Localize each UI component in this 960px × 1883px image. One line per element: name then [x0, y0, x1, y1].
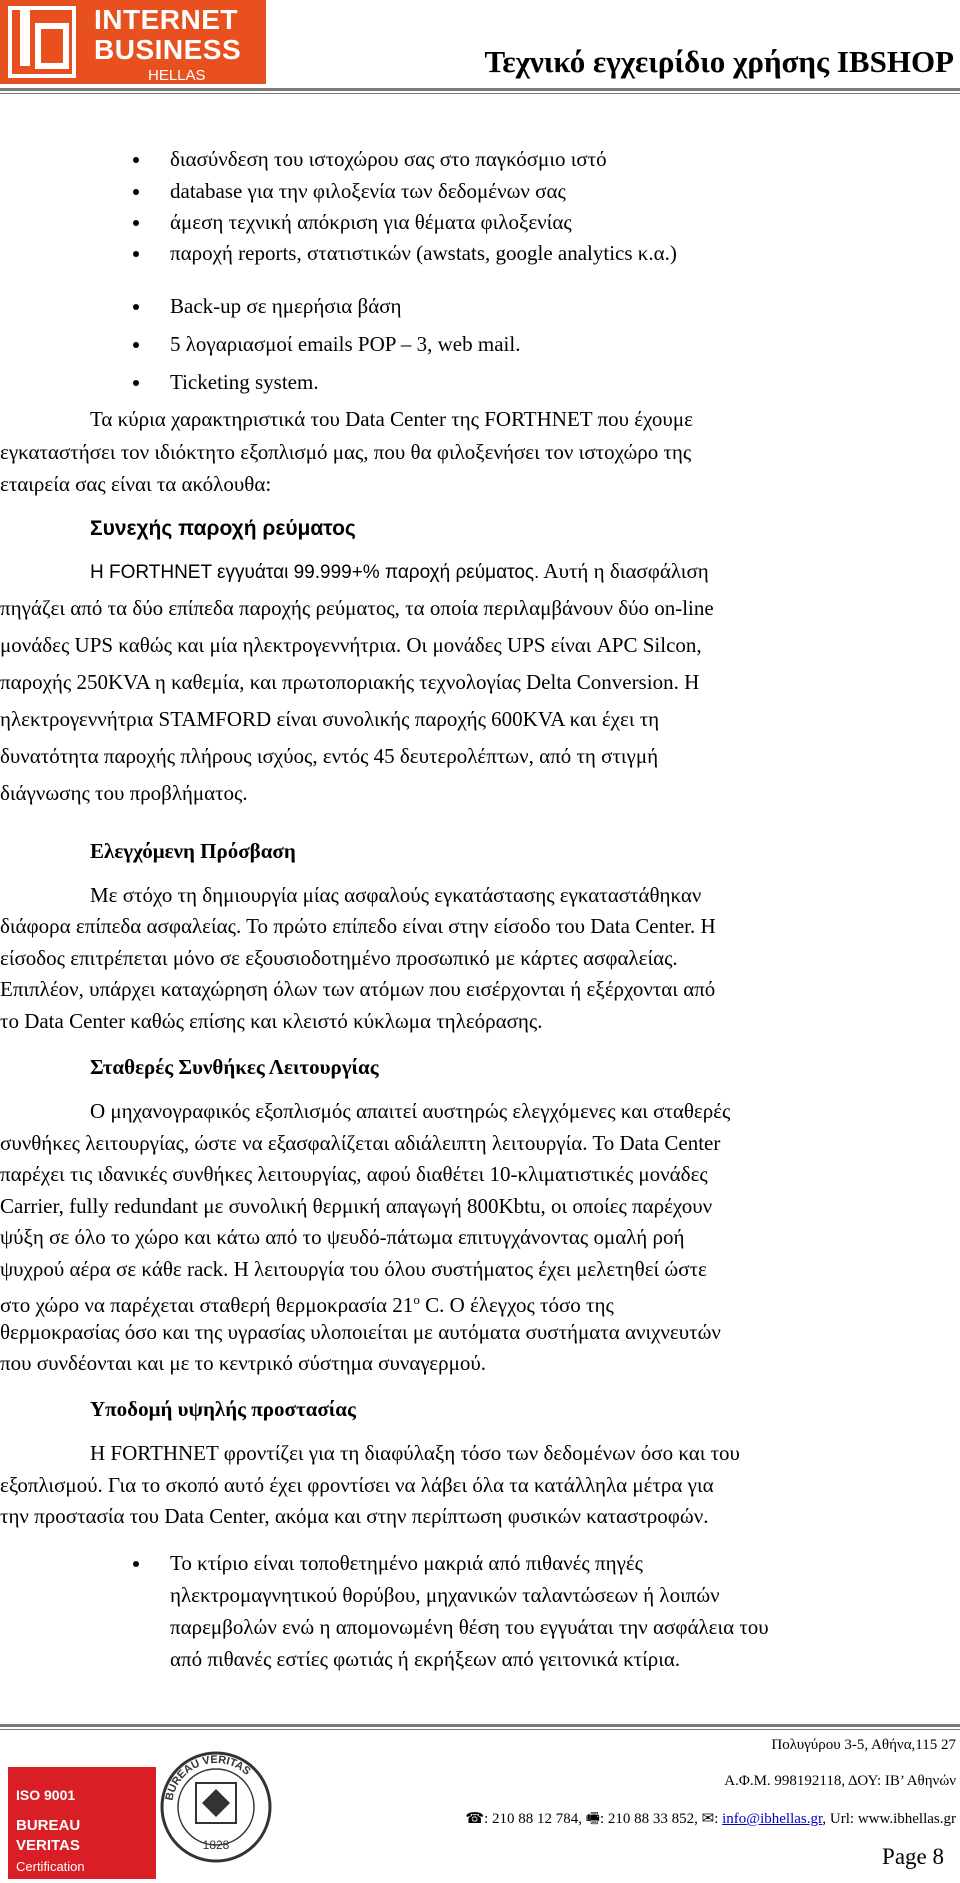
certification-badge: ISO 9001 BUREAU VERITAS Certification [8, 1767, 156, 1879]
paragraph-line: ψύξη σε όλο το χώρο και κάτω από το ψευδό-πάτωμα επιτυγχάνοντας ομαλή ροή [0, 1225, 685, 1249]
paragraph-line: Ο μηχανογραφικός εξοπλισμός απαιτεί αυστηρώς ελεγχόμενες και σταθερές [90, 1099, 731, 1123]
logo-line-2: BUSINESS [94, 34, 242, 65]
paragraph-line: Επιπλέον, υπάρχει καταχώρηση όλων των ατόμων που εισέρχονται ή εξέρχονται από [0, 977, 716, 1001]
email-icon: ✉ [701, 1811, 715, 1827]
bullet-icon [133, 380, 139, 386]
page-header [0, 0, 960, 92]
footer-rule [0, 1724, 960, 1727]
section-heading: Σταθερές Συνθήκες Λειτουργίας [90, 1055, 379, 1079]
paragraph-line: το Data Center καθώς επίσης και κλειστό κύκλωμα τηλεόρασης. [0, 1009, 543, 1033]
logo-mark-icon [0, 0, 84, 84]
intro-line: εταιρεία σας είναι τα ακόλουθα: [0, 472, 272, 496]
intro-line: Τα κύρια χαρακτηριστικά του Data Center της FORTHNET που έχουμε [90, 407, 693, 431]
footer-address: Πολυγύρου 3-5, Αθήνα,115 27 [771, 1737, 956, 1753]
document-title: Τεχνικό εγχειρίδιο χρήσης IBSHOP [484, 44, 954, 79]
list-item-continuation: από πιθανές εστίες φωτιάς ή εκρήξεων από γειτονικά κτίρια. [170, 1647, 681, 1671]
paragraph-line: Η FORTHNET εγγυάται 99.999+% παροχή ρεύματος. Αυτή η διασφάλιση [90, 559, 709, 583]
paragraph-line: στο χώρο να παρέχεται σταθερή θερμοκρασία 21$^o$ C. O έλεγχος τόσο της [0, 1292, 614, 1317]
paragraph-line: την προστασία του Data Center, ακόμα και στην περίπτωση φυσικών καταστροφών. [0, 1504, 709, 1528]
fax-icon: 🖷 [585, 1811, 600, 1827]
header-rule [0, 88, 960, 91]
section-heading: Υποδομή υψηλής προστασίας [90, 1397, 356, 1421]
paragraph-line: Η FORTHNET φροντίζει για τη διαφύλαξη τόσο των δεδομένων όσο και του [90, 1441, 740, 1465]
paragraph-line: διάγνωσης του προβλήματος. [0, 781, 248, 805]
intro-line: εγκαταστήσει τον ιδιόκτητο εξοπλισμό μας, που θα φιλοξενήσει τον ιστοχώρο της [0, 440, 692, 464]
bullet-icon [133, 189, 139, 195]
paragraph-line: ψυχρού αέρα σε κάθε rack. Η λειτουργία του όλου συστήματος έχει μελετηθεί ώστε [0, 1257, 707, 1281]
certification-logo [8, 1737, 253, 1883]
paragraph-line: εξοπλισμού. Για το σκοπό αυτό έχει φροντίσει να λάβει όλα τα κατάλληλα μέτρα για [0, 1473, 714, 1497]
paragraph-line: πηγάζει από τα δύο επίπεδα παροχής ρεύματος, τα οποία περιλαμβάνουν δύο on-line [0, 596, 714, 620]
header-rule-thin [0, 93, 960, 94]
logo-line-1: INTERNET [94, 4, 238, 35]
company-logo [0, 0, 266, 84]
bullet-icon [133, 304, 139, 310]
email-link[interactable]: info@ibhellas.gr [722, 1811, 823, 1827]
bullet-icon [133, 342, 139, 348]
paragraph-line: διάφορα επίπεδα ασφαλείας. Το πρώτο επίπεδο είναι στην είσοδο του Data Center. Η [0, 914, 716, 938]
section-heading: Συνεχής παροχή ρεύματος [90, 517, 356, 540]
paragraph-line: μονάδες UPS καθώς και μία ηλεκτρογεννήτρια. Οι μονάδες UPS είναι APC Silcon, [0, 633, 702, 657]
paragraph-line: συνθήκες λειτουργίας, ώστε να εξασφαλίζεται αδιάλειπτη λειτουργία. Το Data Center [0, 1131, 721, 1155]
list-item-continuation: παρεμβολών ενώ η απομονωμένη θέση του εγγυάται την ασφάλεια του [170, 1615, 769, 1639]
bureau-veritas-seal-icon [158, 1737, 278, 1877]
bullet-icon [133, 220, 139, 226]
footer-rule-thin [0, 1729, 960, 1730]
paragraph-line: Με στόχο τη δημιουργία μίας ασφαλούς εγκατάστασης εγκαταστάθηκαν [90, 883, 702, 907]
bullet-icon [133, 1561, 139, 1567]
footer-tax: Α.Φ.Μ. 998192118, ΔΟΥ: ΙΒ’ Αθηνών [724, 1773, 956, 1789]
page-number: Page 8 [882, 1844, 944, 1869]
section-heading: Ελεγχόμενη Πρόσβαση [90, 839, 296, 863]
paragraph-line: είσοδος επιτρέπεται μόνο σε εξουσιοδοτημένο προσωπικό με κάρτες ασφαλείας. [0, 946, 678, 970]
bullet-icon [133, 157, 139, 163]
bullet-icon [133, 251, 139, 257]
paragraph-line: Carrier, fully redundant με συνολική θερμική απαγωγή 800Kbtu, οι οποίες παρέχουν [0, 1194, 713, 1218]
logo-line-3: HELLAS [148, 67, 206, 84]
paragraph-line: δυνατότητα παροχής πλήρους ισχύος, εντός 45 δευτερολέπτων, από τη στιγμή [0, 744, 659, 768]
paragraph-line: θερμοκρασίας όσο και της υγρασίας υλοποιείται με αυτόματα συστήματα ανιχνευτών [0, 1320, 721, 1344]
paragraph-line: ηλεκτρογεννήτρια STAMFORD είναι συνολικής παροχής 600KVA και έχει τη [0, 707, 660, 731]
paragraph-line: παρέχει τις ιδανικές συνθήκες λειτουργίας, αφού διαθέτει 10-κλιματιστικές μονάδες [0, 1162, 708, 1186]
paragraph-line: παροχής 250KVA η καθεμία, και πρωτοποριακής τεχνολογίας Delta Conversion. Η [0, 670, 700, 694]
phone-icon: ☎ [465, 1811, 485, 1827]
list-item-continuation: ηλεκτρομαγνητικού θορύβου, μηχανικών ταλαντώσεων ή λοιπών [170, 1583, 720, 1607]
paragraph-line: που συνδέονται και με το κεντρικό σύστημα συναγερμού. [0, 1351, 486, 1375]
svg-text:BUREAU VERITAS: BUREAU VERITAS [163, 1753, 253, 1802]
svg-text:1828: 1828 [202, 1838, 230, 1852]
footer-contact: ☎: 210 88 12 784, 🖷: 210 88 33 852, ✉: info@ibhellas.gr, Url: www.ibhellas.gr [465, 1811, 956, 1827]
